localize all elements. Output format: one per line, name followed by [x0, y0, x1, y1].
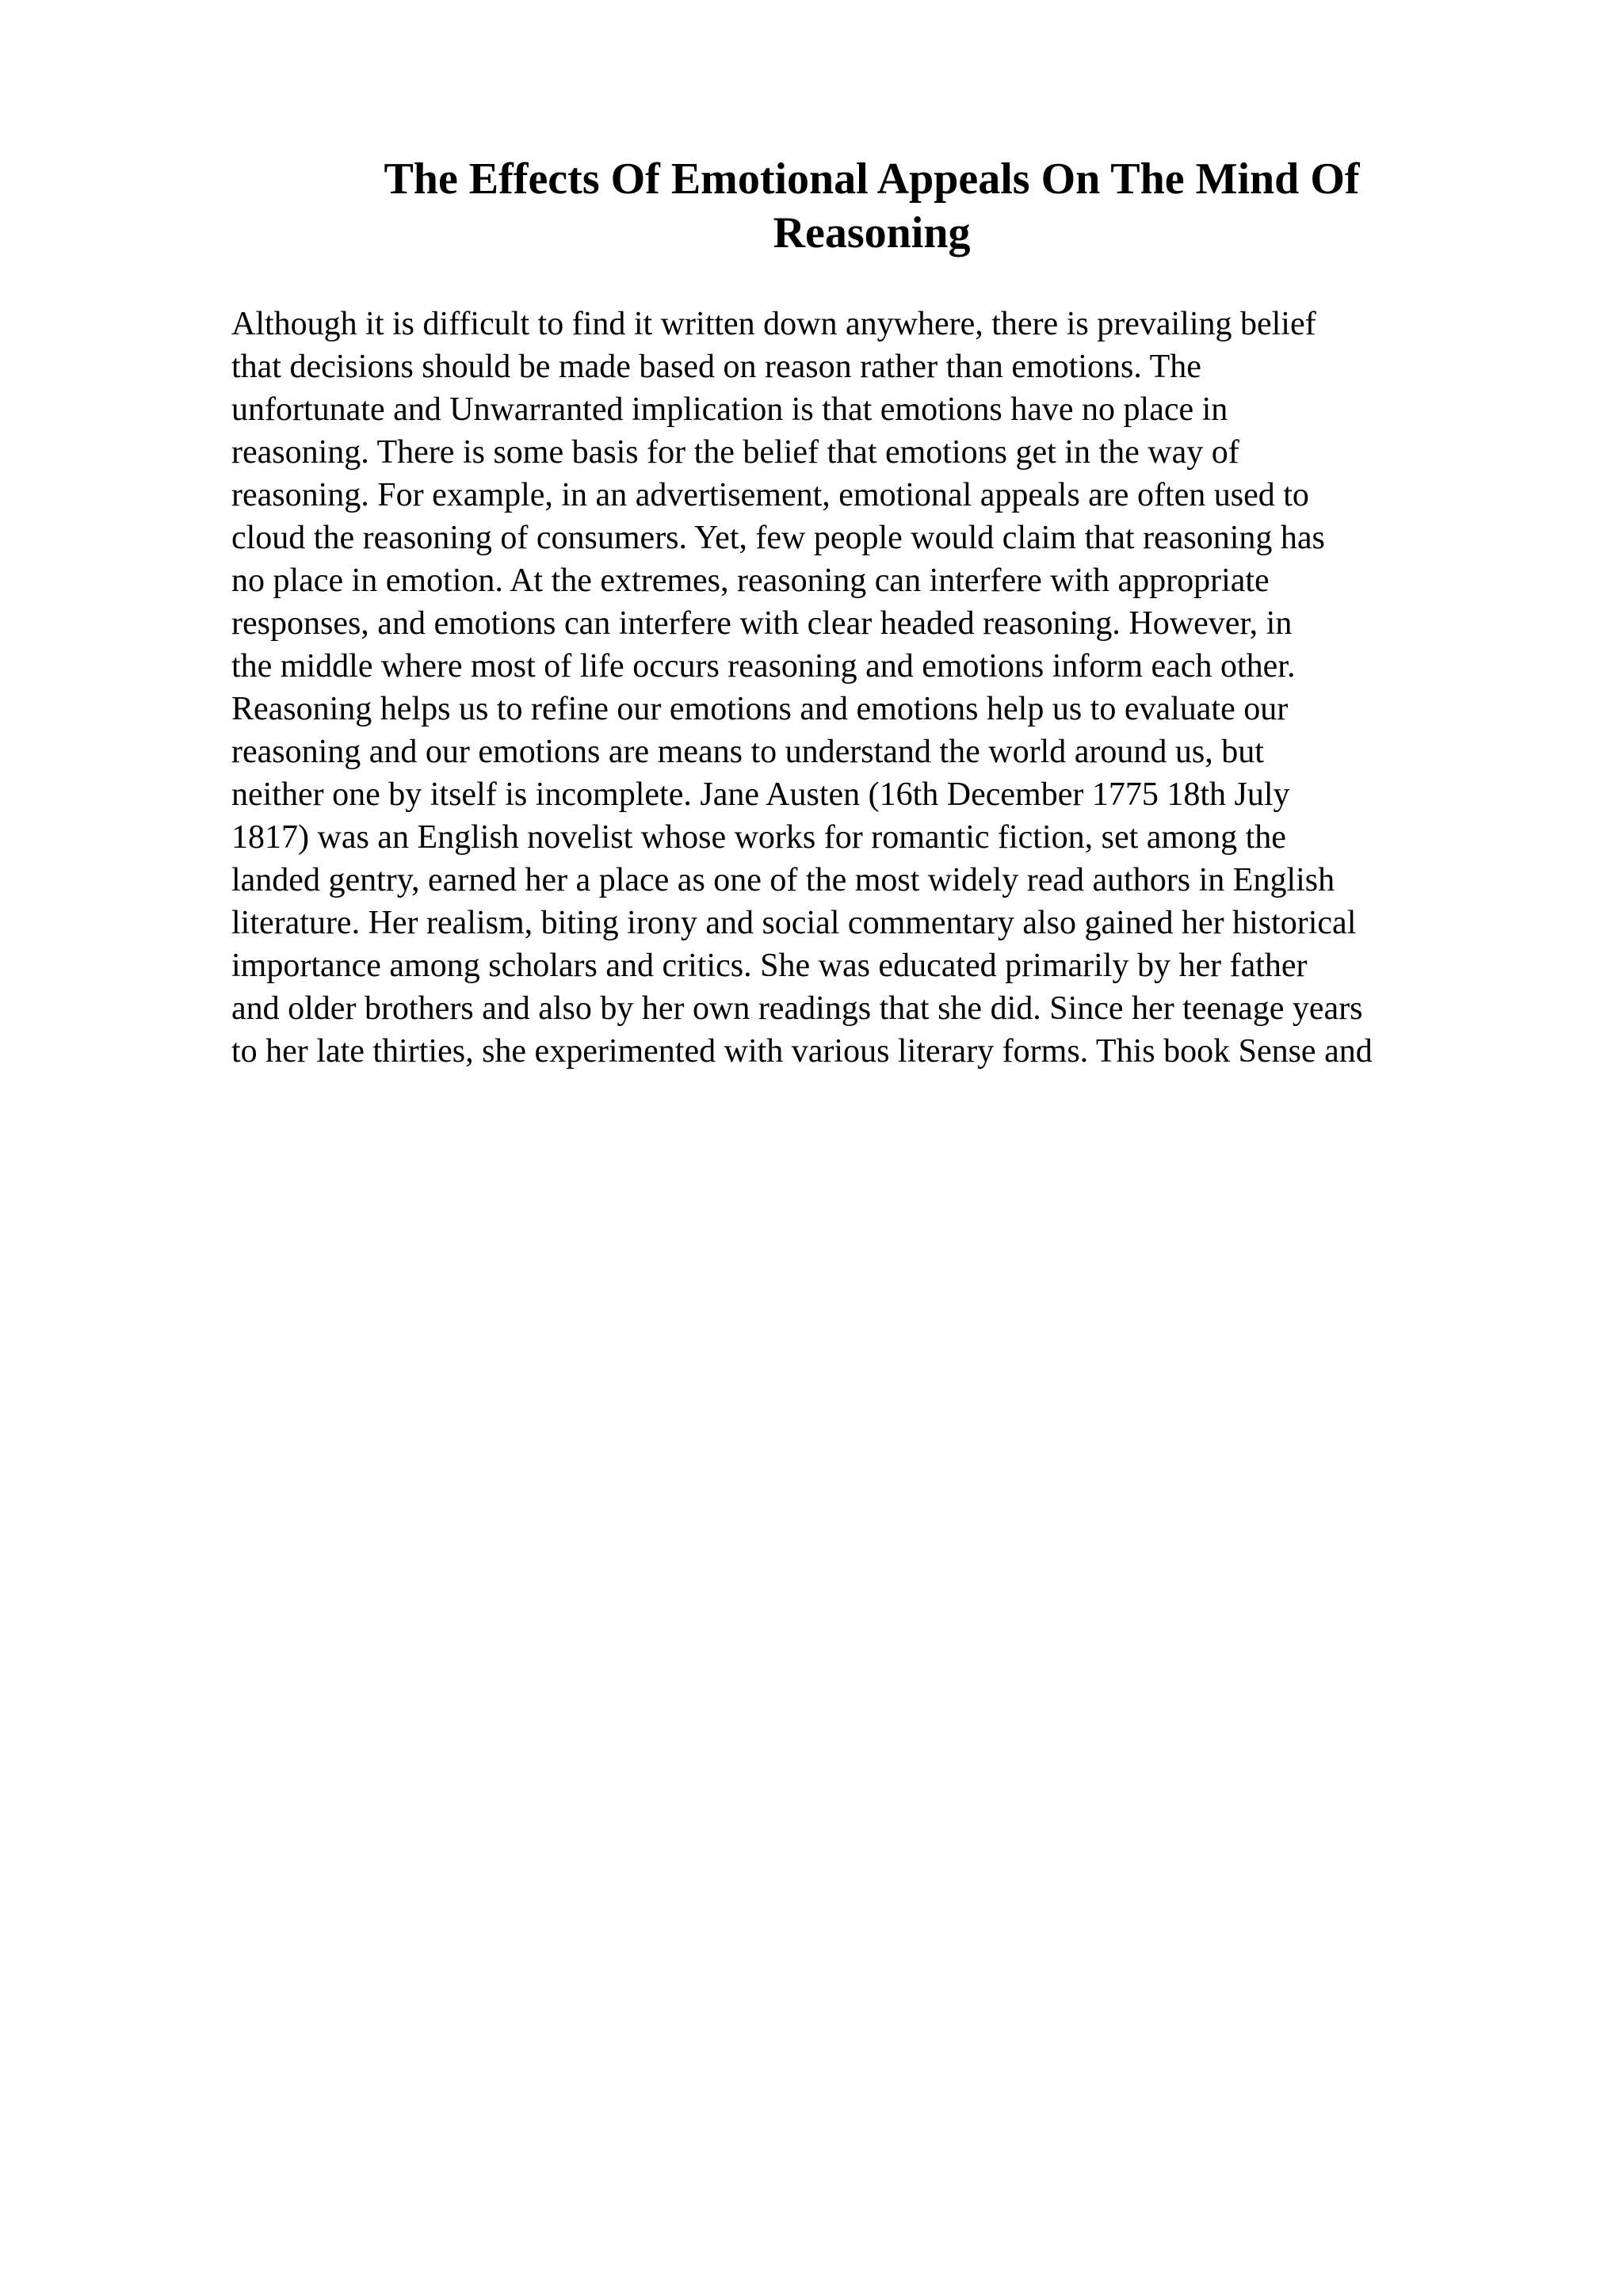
body-line: and older brothers and also by her own readings that she did. Since her teenage years [231, 990, 1363, 1027]
body-line: that decisions should be made based on reason rather than emotions. The [231, 349, 1201, 385]
title-line: Reasoning [773, 208, 971, 257]
body-line: unfortunate and Unwarranted implication is that emotions have no place in [231, 391, 1228, 428]
document-title [301, 152, 1442, 260]
body-line: responses, and emotions can interfere with clear headed reasoning. However, in [231, 605, 1293, 642]
body-line: cloud the reasoning of consumers. Yet, few people would claim that reasoning has [231, 520, 1325, 556]
body-line: reasoning. There is some basis for the belief that emotions get in the way of [231, 434, 1239, 471]
body-line: literature. Her realism, biting irony and social commentary also gained her historical [231, 905, 1357, 941]
body-line: importance among scholars and critics. She was educated primarily by her father [231, 948, 1308, 984]
body-line: 1817) was an English novelist whose works for romantic fiction, set among the [231, 819, 1286, 856]
body-line: to her late thirties, she experimented with various literary forms. This book Sense and [231, 1033, 1373, 1070]
body-line: the middle where most of life occurs reasoning and emotions inform each other. [231, 648, 1296, 685]
body-line: reasoning. For example, in an advertisement, emotional appeals are often used to [231, 477, 1309, 513]
body-line: Reasoning helps us to refine our emotions and emotions help us to evaluate our [231, 691, 1289, 727]
body-paragraph [231, 303, 1499, 1073]
body-line: neither one by itself is incomplete. Jane Austen (16th December 1775 18th July [231, 776, 1290, 813]
body-line: landed gentry, earned her a place as one of the most widely read authors in English [231, 862, 1335, 898]
body-line: Although it is difficult to find it written down anywhere, there is prevailing belief [231, 306, 1316, 342]
body-line: reasoning and our emotions are means to understand the world around us, but [231, 734, 1264, 770]
title-line: The Effects Of Emotional Appeals On The Mind Of [384, 154, 1360, 204]
body-line: no place in emotion. At the extremes, reasoning can interfere with appropriate [231, 563, 1270, 599]
